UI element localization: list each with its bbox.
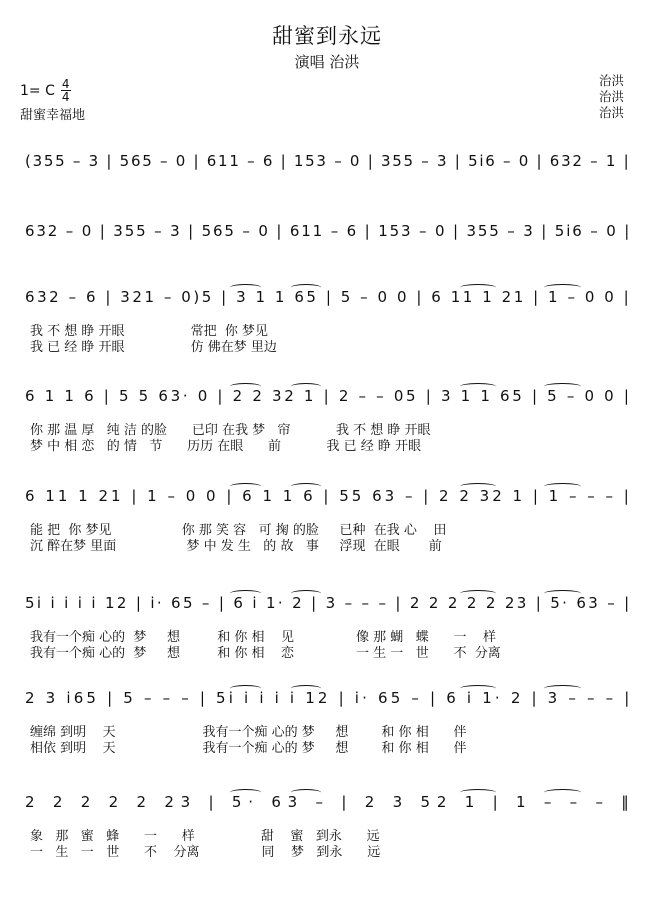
- slur-mark: [544, 590, 580, 597]
- notation-line: 632 – 6 | 321 – 0)5 | 3 1 1 65 | 5 – 0 0 | 6 11 1 21 | 1 – 0 0 |: [25, 288, 632, 306]
- lyric-line: 你 那 温 厚 纯 洁 的脸 已印 在我 梦 帘 我 不 想 睁 开眼: [30, 423, 431, 438]
- slur-mark: [291, 685, 321, 692]
- notation-line: 2 2 2 2 2 23 | 5· 63 – | 2 3 52 1 | 1 – – – ‖: [25, 793, 636, 811]
- slur-mark: [291, 284, 321, 291]
- lyric-line: 一 生 一 世 不 分离 同 梦 到永 远: [30, 845, 381, 860]
- lyric-line: 我 已 经 睁 开眼 仿 佛在梦 里边: [30, 340, 277, 355]
- lyric-line: 能 把 你 梦见 你 那 笑 容 可 掬 的脸 已种 在我 心 田: [30, 523, 447, 538]
- key-and-meter: [20, 78, 71, 103]
- score-row: [25, 487, 632, 607]
- slur-mark: [460, 483, 496, 490]
- slur-mark: [291, 383, 321, 390]
- notation-line: 6 1 1 6 | 5 5 63· 0 | 2 2 32 1 | 2 – – 05 | 3 1 1 65 | 5 – 0 0 |: [25, 387, 632, 405]
- slur-mark: [544, 284, 580, 291]
- slur-mark: [544, 789, 580, 796]
- slur-mark: [230, 789, 260, 796]
- slur-mark: [544, 483, 580, 490]
- lyric-line: 象 那 蜜 蜂 一 样 甜 蜜 到永 远: [30, 829, 380, 844]
- song-title: 甜蜜到永远: [272, 24, 382, 48]
- slur-mark: [460, 789, 496, 796]
- song-subtitle: 演唱 治洪: [294, 53, 360, 71]
- slur-mark: [291, 789, 321, 796]
- notation-line: 5i i i i i 12 | i· 65 – | 6 i 1· 2 | 3 – – – | 2 2 2 2 2 23 | 5· 63 – |: [25, 594, 632, 612]
- time-signature: [61, 78, 71, 103]
- lyric-line: 沉 醉在梦 里面 梦 中 发 生 的 故 事 浮现 在眼 前: [30, 539, 442, 554]
- notation-line: 6 11 1 21 | 1 – 0 0 | 6 1 1 6 | 55 63 – | 2 2 32 1 | 1 – – – |: [25, 487, 632, 505]
- lyric-line: 梦 中 相 恋 的 情 节 历历 在眼 前 我 已 经 睁 开眼: [30, 439, 422, 454]
- slur-mark: [460, 284, 496, 291]
- credit-composer: 治洪: [598, 89, 624, 104]
- key-signature: 1= C: [20, 82, 55, 99]
- slur-mark: [291, 483, 321, 490]
- lyric-line: 我有一个痴 心的 梦 想 和 你 相 恋 一 生 一 世 不 分离: [30, 646, 501, 661]
- slur-mark: [460, 590, 496, 597]
- slur-mark: [544, 383, 580, 390]
- lyric-line: 缠绵 到明 天 我有一个痴 心的 梦 想 和 你 相 伴: [30, 725, 467, 740]
- slur-mark: [291, 590, 321, 597]
- slur-mark: [230, 590, 260, 597]
- slur-mark: [230, 383, 260, 390]
- credits: [599, 73, 624, 121]
- score-row: [25, 689, 633, 809]
- lyric-line: 我 不 想 睁 开眼 常把 你 梦见: [30, 324, 269, 339]
- slur-mark: [460, 685, 496, 692]
- notation-line: 632 – 0 | 355 – 3 | 565 – 0 | 611 – 6 | 153 – 0 | 355 – 3 | 5i6 – 0 |: [25, 222, 632, 240]
- lyric-line: 相依 到明 天 我有一个痴 心的 梦 想 和 你 相 伴: [30, 741, 467, 756]
- score-row: [25, 793, 636, 913]
- lyric-line: 我有一个痴 心的 梦 想 和 你 相 见 像 那 蝴 蝶 一 样: [30, 630, 497, 645]
- slur-mark: [460, 383, 496, 390]
- slur-mark: [230, 284, 260, 291]
- notation-line: (355 – 3 | 565 – 0 | 611 – 6 | 153 – 0 | 355 – 3 | 5i6 – 0 | 632 – 1 |: [25, 152, 631, 170]
- credit-lyricist: 治洪: [598, 73, 624, 88]
- performance-style: 甜蜜幸福地: [20, 108, 86, 123]
- slur-mark: [544, 685, 580, 692]
- credit-arranger: 治洪: [598, 105, 624, 120]
- slur-mark: [230, 483, 260, 490]
- time-numerator: 4: [61, 77, 70, 91]
- notation-line: 2 3 i65 | 5 – – – | 5i i i i i 12 | i· 65 – | 6 i 1· 2 | 3 – – – |: [25, 689, 633, 707]
- slur-mark: [230, 685, 260, 692]
- time-denominator: 4: [61, 90, 70, 104]
